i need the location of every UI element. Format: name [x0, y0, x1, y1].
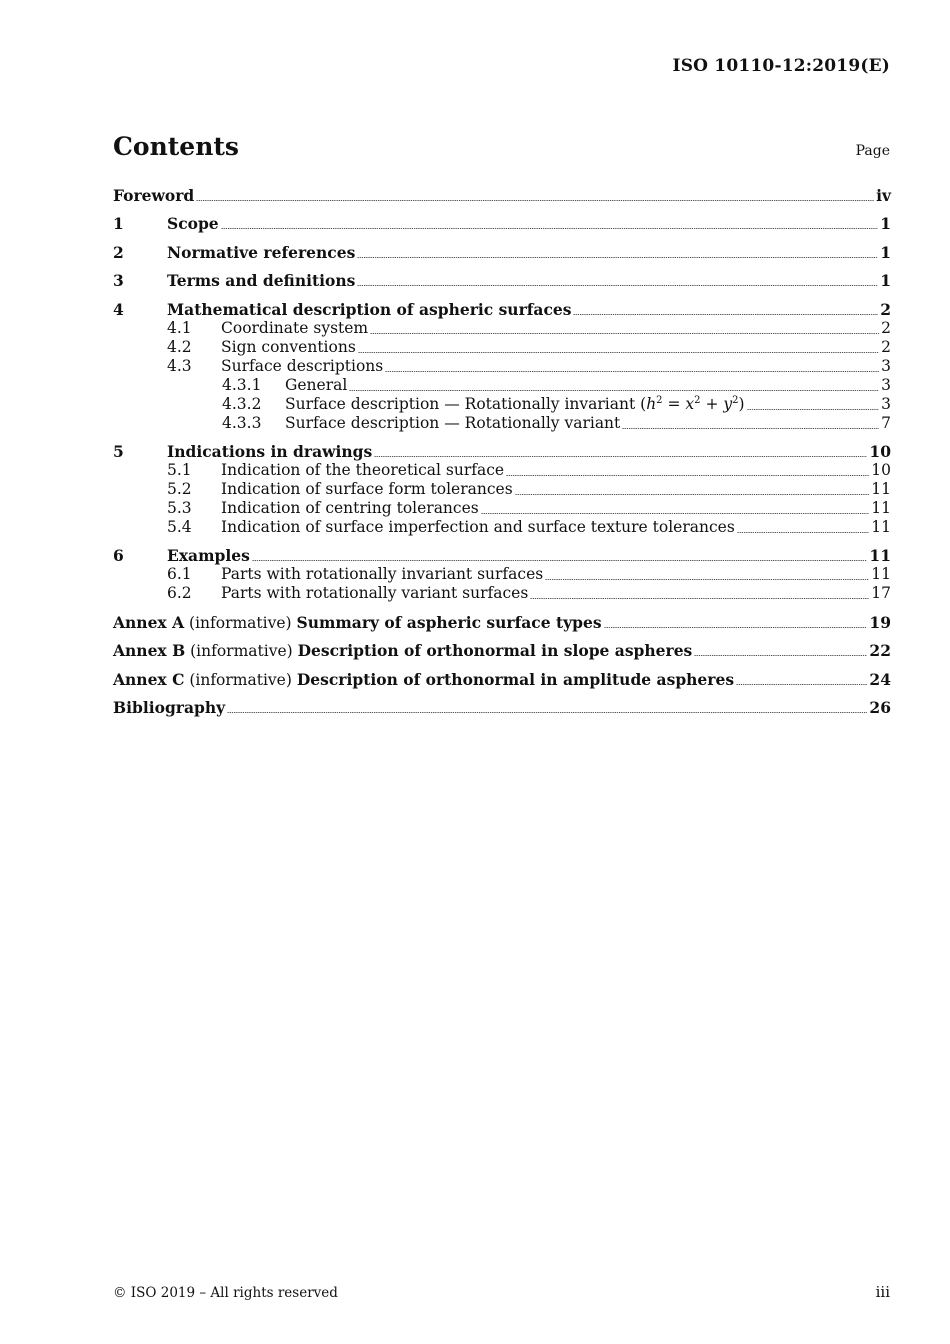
- annex-type: (informative): [185, 642, 298, 661]
- dot-leader: [196, 200, 874, 201]
- toc-title: Indication of the theoretical surface: [221, 460, 505, 479]
- toc-title: Indication of surface imperfection and surface texture tolerances: [221, 517, 735, 536]
- toc-page: 10: [871, 460, 891, 479]
- var-y: y: [723, 394, 733, 413]
- toc-title: Examples: [167, 546, 250, 566]
- toc-number: 4.1: [167, 318, 192, 337]
- toc-entry-annex-b[interactable]: [113, 641, 891, 660]
- page-title: Contents: [113, 132, 240, 161]
- toc-number: 1: [113, 214, 124, 234]
- toc-number: 6.1: [167, 565, 192, 584]
- annex-label: Annex A: [113, 612, 185, 632]
- toc-page: 1: [880, 271, 891, 291]
- dot-leader: [221, 228, 879, 229]
- toc-page: 11: [871, 517, 891, 536]
- table-of-contents: [113, 186, 891, 717]
- dot-leader: [622, 428, 879, 429]
- superscript: 2: [656, 394, 663, 406]
- dot-leader: [737, 532, 869, 533]
- toc-page: 7: [881, 413, 891, 432]
- toc-title: Indication of surface form tolerances: [221, 479, 513, 498]
- toc-page: 24: [869, 669, 891, 689]
- toc-entry-terms-definitions[interactable]: [113, 271, 891, 290]
- toc-title: Indications in drawings: [167, 441, 373, 461]
- page-column-label: Page: [855, 143, 890, 159]
- annex-title: Description of orthonormal in slope aspheres: [297, 641, 693, 661]
- annex-label: Annex B: [113, 641, 186, 661]
- toc-entry-variant-parts[interactable]: [113, 584, 891, 603]
- toc-title: Indication of centring tolerances: [221, 498, 479, 517]
- toc-title: Mathematical description of aspheric surfaces: [167, 299, 572, 319]
- dot-leader: [358, 352, 879, 353]
- dot-leader: [573, 314, 878, 315]
- toc-number: 4: [113, 299, 124, 319]
- annex-label: Annex C: [113, 669, 185, 689]
- toc-entry-surface-descriptions[interactable]: [113, 357, 891, 376]
- toc-entry-foreword[interactable]: [113, 186, 891, 205]
- toc-title: Sign conventions: [221, 337, 356, 356]
- annex-type: (informative): [184, 613, 297, 632]
- toc-title: Bibliography: [113, 697, 226, 717]
- toc-entry-coordinate-system[interactable]: [113, 319, 891, 338]
- toc-number: 6.2: [167, 584, 192, 603]
- dot-leader: [481, 513, 870, 514]
- toc-title: [113, 641, 692, 661]
- toc-entry-scope[interactable]: [113, 214, 891, 233]
- toc-entry-indications-in-drawings[interactable]: [113, 442, 891, 461]
- close-paren: ): [738, 394, 745, 413]
- toc-entry-sign-conventions[interactable]: [113, 338, 891, 357]
- toc-page: 2: [881, 337, 891, 356]
- toc-page: iv: [876, 186, 891, 205]
- superscript: 2: [732, 394, 739, 406]
- toc-number: 4.3: [167, 356, 192, 375]
- toc-number: 5.4: [167, 517, 192, 536]
- toc-page: 22: [869, 641, 891, 661]
- toc-page: 26: [869, 697, 891, 717]
- dot-leader: [370, 333, 879, 334]
- toc-title: Normative references: [167, 242, 356, 262]
- equals: =: [662, 394, 686, 413]
- dot-leader: [736, 684, 867, 685]
- var-h: h: [646, 394, 657, 413]
- toc-page: 2: [881, 318, 891, 337]
- toc-entry-theoretical-surface[interactable]: [113, 461, 891, 480]
- toc-title: [285, 395, 745, 414]
- toc-entry-invariant-parts[interactable]: [113, 565, 891, 584]
- plus: +: [700, 394, 724, 413]
- page-number: iii: [875, 1283, 890, 1301]
- dot-leader: [357, 257, 878, 258]
- toc-number: 5.3: [167, 498, 192, 517]
- document-id: ISO 10110-12:2019(E): [672, 56, 890, 76]
- toc-title: Terms and definitions: [167, 271, 356, 291]
- toc-number: 3: [113, 271, 124, 291]
- toc-entry-form-tolerances[interactable]: [113, 480, 891, 499]
- dot-leader: [604, 627, 868, 628]
- toc-title: Parts with rotationally variant surfaces: [221, 584, 529, 603]
- dot-leader: [349, 390, 879, 391]
- dot-leader: [506, 475, 869, 476]
- toc-page: 3: [881, 356, 891, 375]
- toc-number: 5.2: [167, 479, 192, 498]
- var-x: x: [685, 394, 695, 413]
- dot-leader: [227, 712, 867, 713]
- toc-number: 5.1: [167, 460, 192, 479]
- dot-leader: [357, 285, 878, 286]
- toc-entry-mathematical-description[interactable]: [113, 300, 891, 319]
- toc-page: 3: [881, 394, 891, 413]
- toc-title: Parts with rotationally invariant surfaces: [221, 565, 544, 584]
- annex-title: Description of orthonormal in amplitude aspheres: [296, 669, 735, 689]
- toc-number: 4.2: [167, 337, 192, 356]
- toc-entry-rotationally-invariant[interactable]: [113, 395, 891, 414]
- dot-leader: [530, 598, 869, 599]
- toc-entry-examples[interactable]: [113, 546, 891, 565]
- toc-entry-annex-c[interactable]: [113, 670, 891, 689]
- toc-title: Foreword: [113, 186, 195, 205]
- toc-entry-centring-tolerances[interactable]: [113, 499, 891, 518]
- toc-entry-general[interactable]: [113, 376, 891, 395]
- dot-leader: [252, 560, 868, 561]
- dot-leader: [515, 494, 870, 495]
- toc-number: 6: [113, 546, 124, 566]
- toc-entry-normative-references[interactable]: [113, 243, 891, 262]
- toc-page: 11: [871, 479, 891, 498]
- toc-page: 17: [871, 584, 891, 603]
- toc-page: 19: [869, 612, 891, 632]
- toc-page: 10: [869, 441, 891, 461]
- toc-number: 4.3.1: [222, 375, 262, 394]
- dot-leader: [694, 655, 867, 656]
- toc-title: Scope: [167, 214, 219, 234]
- toc-title: General: [285, 375, 348, 394]
- superscript: 2: [694, 394, 701, 406]
- toc-entry-imperfection-texture[interactable]: [113, 518, 891, 537]
- toc-number: 4.3.3: [222, 413, 262, 432]
- toc-page: 11: [871, 498, 891, 517]
- toc-page: 11: [869, 546, 891, 566]
- toc-number: 2: [113, 242, 124, 262]
- dot-leader: [747, 409, 880, 410]
- dot-leader: [545, 579, 869, 580]
- annex-title: Summary of aspheric surface types: [296, 612, 602, 632]
- toc-page: 2: [880, 299, 891, 319]
- toc-page: 1: [880, 214, 891, 234]
- toc-title: Coordinate system: [221, 318, 369, 337]
- dot-leader: [374, 456, 867, 457]
- toc-entry-bibliography[interactable]: [113, 698, 891, 717]
- toc-title: Surface descriptions: [221, 356, 384, 375]
- dot-leader: [385, 371, 879, 372]
- toc-number: 4.3.2: [222, 394, 262, 413]
- toc-number: 5: [113, 441, 124, 461]
- toc-title-text: Surface description — Rotationally invariant (: [285, 394, 647, 413]
- annex-type: (informative): [184, 670, 297, 689]
- copyright-notice: © ISO 2019 – All rights reserved: [113, 1285, 338, 1301]
- toc-title: [113, 670, 734, 690]
- toc-page: 1: [880, 242, 891, 262]
- toc-page: 3: [881, 375, 891, 394]
- toc-title: Surface description — Rotationally variant: [285, 413, 621, 432]
- toc-entry-annex-a[interactable]: [113, 613, 891, 632]
- toc-entry-rotationally-variant[interactable]: [113, 414, 891, 433]
- toc-page: 11: [871, 565, 891, 584]
- toc-title: [113, 613, 602, 633]
